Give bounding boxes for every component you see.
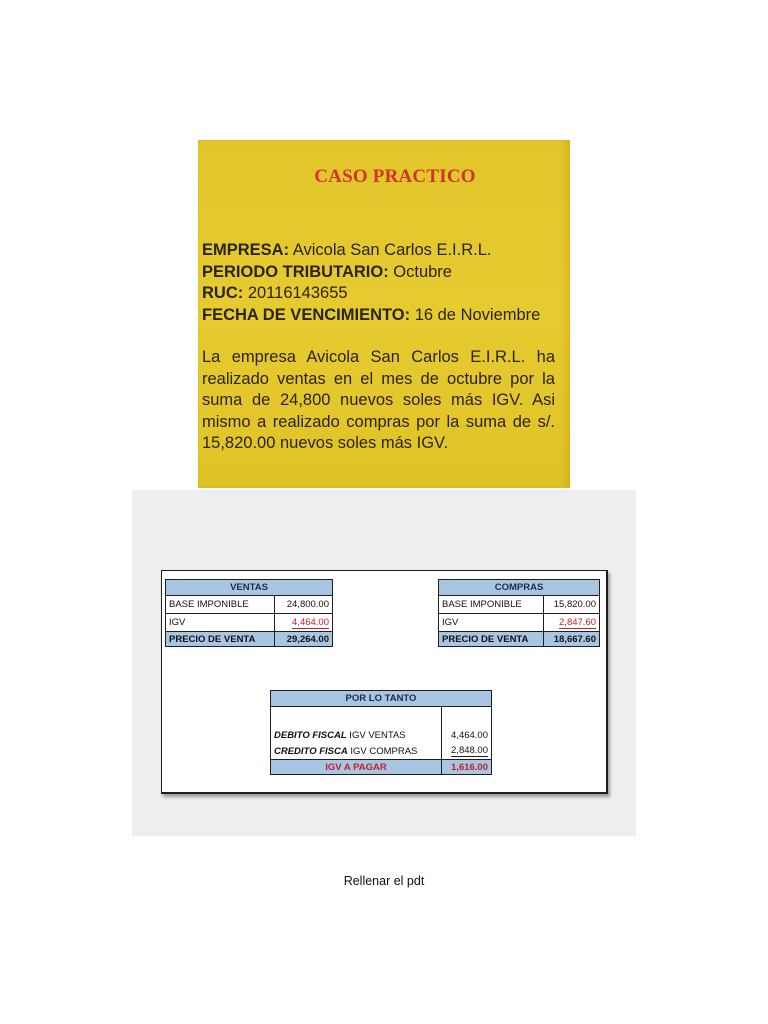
- field-periodo: [202, 262, 562, 284]
- igv-a-pagar-value: 1,616.00: [441, 760, 491, 775]
- field-label: PERIODO TRIBUTARIO:: [202, 262, 389, 281]
- ventas-row-value: [275, 614, 333, 632]
- compras-row-label: BASE IMPONIBLE: [439, 596, 544, 614]
- ventas-row-value: 24,800.00: [275, 596, 333, 614]
- credito-label-bold: CREDITO FISCA: [274, 745, 348, 757]
- field-ruc: [202, 283, 562, 305]
- case-title: CASO PRACTICO: [314, 166, 476, 187]
- compras-row-value: [544, 614, 600, 632]
- credito-value: [441, 743, 491, 760]
- field-vencimiento: [202, 305, 562, 327]
- credito-label-rest: IGV COMPRAS: [347, 745, 418, 757]
- compras-total-value: 18,667.60: [544, 632, 600, 647]
- compras-total-label: PRECIO DE VENTA: [439, 632, 544, 647]
- case-description: La empresa Avicola San Carlos E.I.R.L. ha realizado ventas en el mes de octubre por la suma de 24,800 nuevos soles más IGV. Asi mismo a realizado compras por la suma de s/. 15,820.00 nuevos soles más IGV.: [202, 348, 555, 452]
- field-value: Octubre: [388, 262, 452, 281]
- por-lo-tanto-table: [270, 690, 492, 775]
- ventas-total-value: 29,264.00: [275, 632, 333, 647]
- calculation-slide: [132, 490, 636, 836]
- debito-label: [271, 727, 442, 743]
- compras-table: [438, 579, 600, 647]
- ventas-table: [165, 579, 333, 647]
- field-empresa: [202, 240, 562, 262]
- igv-a-pagar-label: IGV A PAGAR: [271, 760, 442, 775]
- field-value: 16 de Noviembre: [410, 305, 541, 324]
- credito-value-text: 2,848.00: [451, 745, 488, 756]
- debito-label-bold: DEBITO FISCAL: [274, 729, 347, 741]
- field-label: EMPRESA:: [202, 241, 290, 259]
- field-value: Avicola San Carlos E.I.R.L.: [289, 241, 492, 259]
- field-label: FECHA DE VENCIMIENTO:: [202, 305, 411, 324]
- compras-header: COMPRAS: [439, 580, 600, 596]
- ventas-row-label: IGV: [166, 614, 275, 632]
- credito-label: [271, 743, 442, 760]
- ventas-igv-value: 4,464.00: [292, 617, 329, 628]
- compras-row-label: IGV: [439, 614, 544, 632]
- ventas-row-label: BASE IMPONIBLE: [166, 596, 275, 614]
- field-value: 20116143655: [243, 284, 348, 302]
- por-lo-tanto-header: POR LO TANTO: [271, 691, 492, 707]
- debito-value: 4,464.00: [441, 727, 491, 743]
- debito-label-rest: IGV VENTAS: [346, 729, 406, 741]
- compras-igv-value: 2,847.60: [559, 617, 596, 628]
- calculation-frame: [161, 570, 608, 794]
- spacer-cell: [441, 707, 491, 728]
- field-label: RUC:: [202, 284, 244, 302]
- page-caption: Rellenar el pdt: [343, 874, 425, 888]
- spacer-cell: [271, 707, 442, 728]
- ventas-header: VENTAS: [166, 580, 333, 596]
- ventas-total-label: PRECIO DE VENTA: [166, 632, 275, 647]
- compras-row-value: 15,820.00: [544, 596, 600, 614]
- case-study-card: [198, 140, 570, 488]
- case-fields: [202, 240, 562, 326]
